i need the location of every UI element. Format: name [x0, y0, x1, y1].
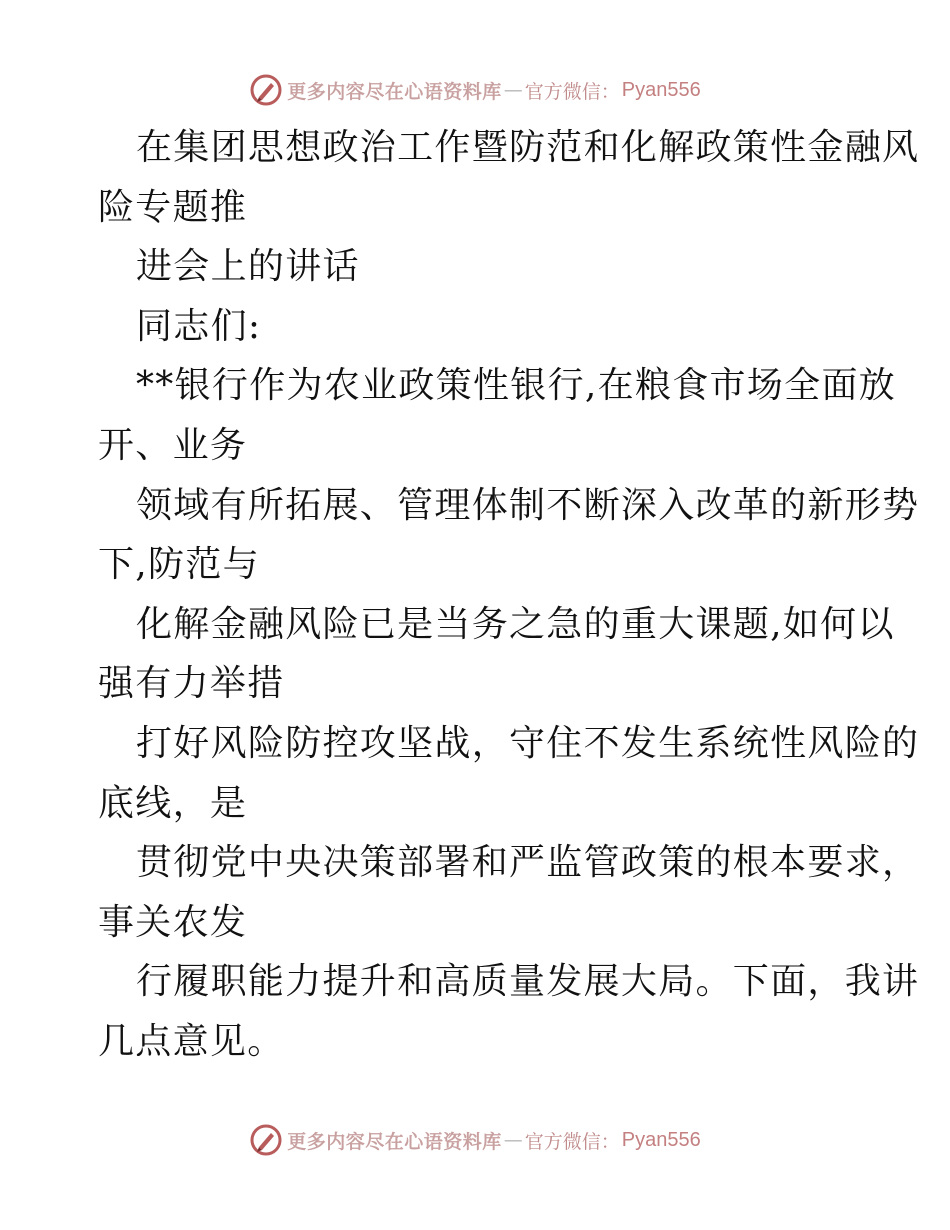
watermark-separator: —: [503, 79, 523, 101]
watermark-wechat-label: 官方微信：: [524, 1130, 620, 1153]
watermark-text: 更多内容尽在心语资料库: [287, 1130, 502, 1153]
text-line: 同志们:: [136, 305, 262, 347]
text-line: 险专题推: [98, 186, 248, 228]
watermark-wechat-id: Pyan556: [621, 78, 701, 101]
text-line: 打好风险防控攻坚战，守住不发生系统性风险的: [136, 722, 920, 764]
text-line: 领域有所拓展、管理体制不断深入改革的新形势: [136, 484, 920, 526]
text-line: 在集团思想政治工作暨防范和化解政策性金融风: [136, 127, 920, 168]
text-line: 化解金融风险已是当务之急的重大课题,如何以: [136, 603, 895, 645]
text-line: 贯彻党中央决策部署和严监管政策的根本要求，: [136, 842, 920, 884]
watermark-separator: —: [503, 1129, 523, 1151]
text-line: 下,防范与: [98, 544, 260, 586]
watermark-text: 更多内容尽在心语资料库: [287, 80, 502, 103]
text-line: 强有力举措: [98, 663, 285, 705]
footer-watermark: [0, 1120, 950, 1160]
text-line: **银行作为农业政策性银行,在粮食市场全面放: [136, 365, 897, 407]
pen-logo-icon: [249, 73, 283, 107]
text-line: 底线，是: [98, 782, 248, 824]
watermark-wechat-id: Pyan556: [621, 1128, 701, 1151]
text-line: 几点意见。: [98, 1020, 285, 1062]
text-line: 开、业务: [98, 424, 248, 466]
watermark-wechat-label: 官方微信：: [524, 80, 620, 103]
document-body: [98, 118, 920, 1072]
text-line: 行履职能力提升和高质量发展大局。下面，我讲: [136, 961, 920, 1003]
text-line: 进会上的讲话: [136, 246, 360, 288]
text-line: 事关农发: [98, 901, 248, 943]
pen-logo-icon: [249, 1123, 283, 1157]
header-watermark: [0, 70, 950, 110]
